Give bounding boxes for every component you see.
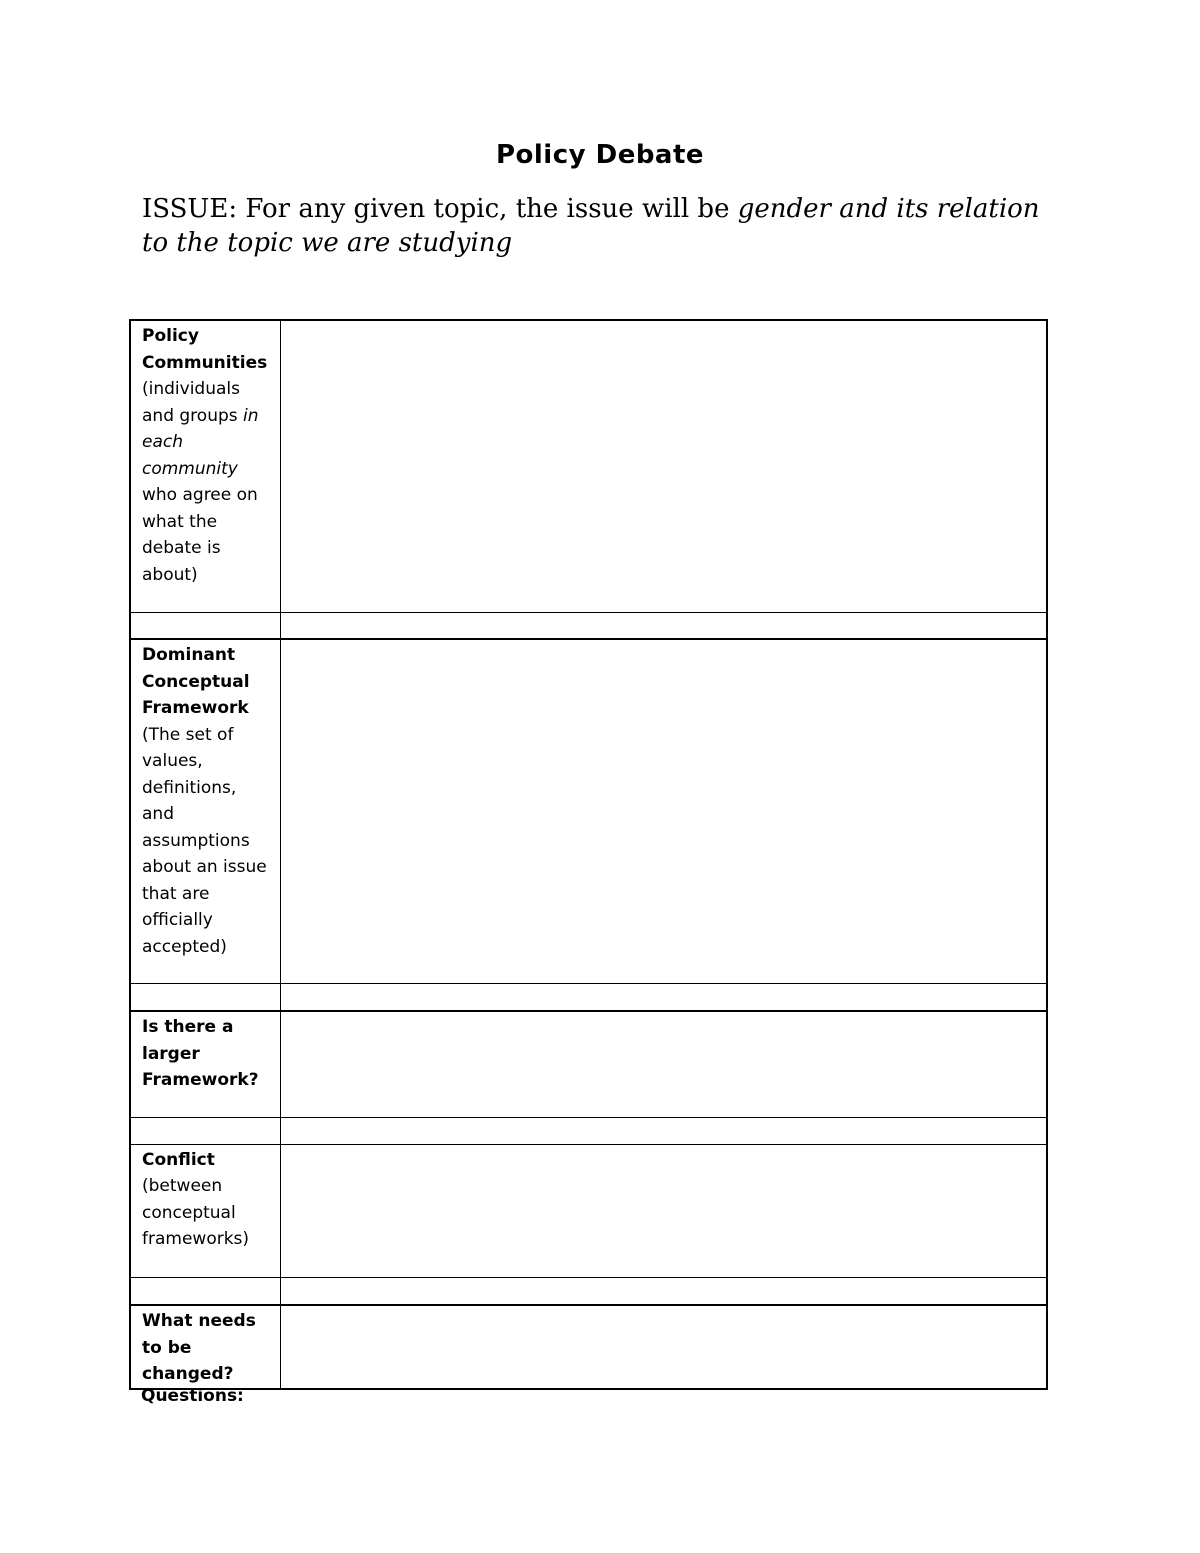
issue-statement <box>142 192 1042 260</box>
spacer-row <box>130 983 1047 1011</box>
label-larger-framework: Is there a larger Framework? <box>130 1011 281 1117</box>
spacer-cell <box>281 983 1048 1011</box>
spacer-cell <box>130 612 281 639</box>
spacer-row <box>130 1117 1047 1144</box>
label-conflict: Conflict (between conceptual frameworks) <box>130 1144 281 1277</box>
table-row-conflict <box>130 1144 1047 1277</box>
answer-conflict[interactable] <box>281 1144 1048 1277</box>
spacer-cell <box>130 1277 281 1305</box>
table-row-larger-framework <box>130 1011 1047 1117</box>
table-row-policy-communities <box>130 320 1047 612</box>
spacer-row <box>130 1277 1047 1305</box>
page-title: Policy Debate <box>495 140 705 170</box>
answer-dominant-framework[interactable] <box>281 639 1048 983</box>
answer-what-needs-change[interactable] <box>281 1305 1048 1389</box>
issue-prefix: ISSUE: For any given topic, the issue will be <box>142 194 738 224</box>
spacer-row <box>130 612 1047 639</box>
spacer-cell <box>281 612 1048 639</box>
questions-label: Questions: <box>141 1386 244 1406</box>
label-what-needs-change: What needs to be changed? <box>130 1305 281 1389</box>
answer-policy-communities[interactable] <box>281 320 1048 612</box>
spacer-cell <box>281 1277 1048 1305</box>
spacer-cell <box>130 1117 281 1144</box>
policy-debate-table <box>129 319 1048 1390</box>
spacer-cell <box>130 983 281 1011</box>
spacer-cell <box>281 1117 1048 1144</box>
label-policy-communities: Policy Communities (individuals and groups in each community who agree on what the debate is about) <box>130 320 281 612</box>
table-row-dominant-framework <box>130 639 1047 983</box>
label-dominant-framework: Dominant Conceptual Framework (The set of values, definitions, and assumptions about an issue that are officially accepted) <box>130 639 281 983</box>
issue-emphasis: gender and its relation to the topic we are studying <box>142 194 1040 258</box>
answer-larger-framework[interactable] <box>281 1011 1048 1117</box>
table-row-what-needs-change <box>130 1305 1047 1389</box>
